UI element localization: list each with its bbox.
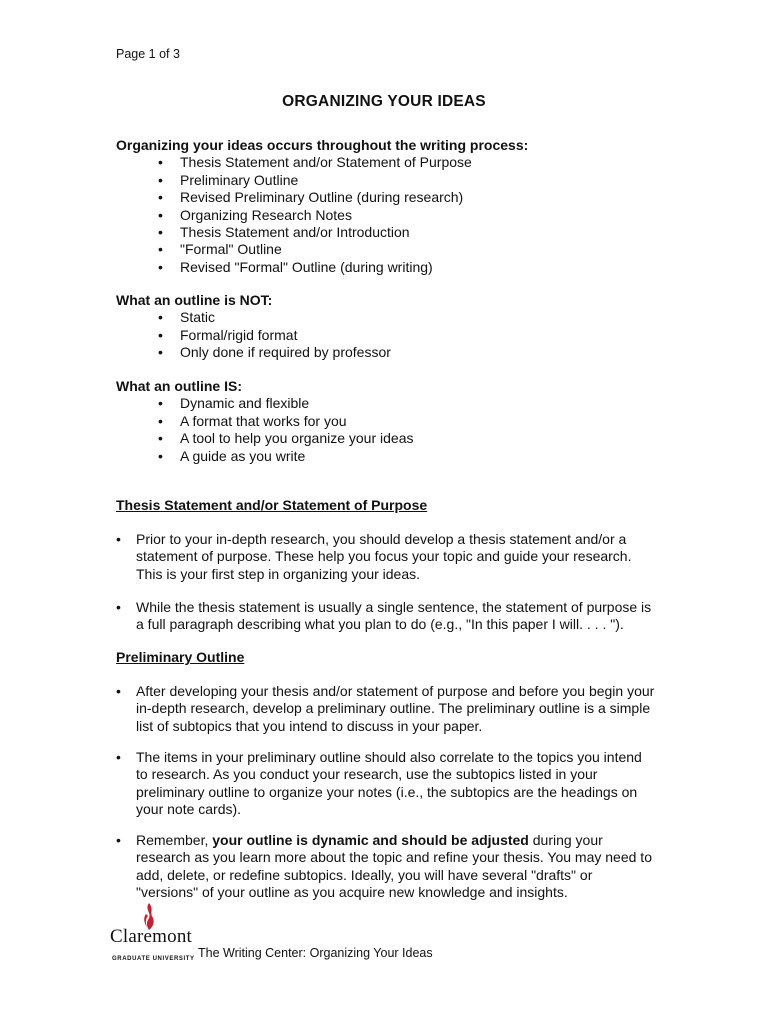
not-list [116,309,656,361]
bullet-glyph: • [116,749,121,765]
paragraph-text: Prior to your in-depth research, you should develop a thesis statement and/or a statement of purpose. These help you focus your topic and guide your research. This is your first step in organizing your ideas. [136,531,632,582]
is-heading: What an outline IS: [116,378,242,394]
remember-suffix: during your research as you learn more about the topic and refine your thesis. You may need to add, delete, or redefine subtopics. Ideally, you will have several "drafts" or "versions" of your outline as you acquire new knowledge and insights. [136,832,652,901]
bullet-glyph: • [116,683,121,699]
paragraph-text: While the thesis statement is usually a single sentence, the statement of purpose is a full paragraph describing what you plan to do (e.g., "In this paper I will. . . . "). [136,599,652,633]
list-item: • A format that works for you [116,413,656,430]
paragraph-bullet [116,599,656,634]
intro-list [116,154,656,276]
list-item: • Organizing Research Notes [116,207,656,224]
list-item: • Only done if required by professor [116,344,656,361]
paragraph-text: After developing your thesis and/or statement of purpose and before you begin your in-depth research, develop a preliminary outline. The preliminary outline is a simple list of subtopics that you intend to discuss in your paper. [136,683,655,734]
document-title: ORGANIZING YOUR IDEAS [282,93,486,110]
remember-prefix: Remember, [136,832,213,848]
paragraph-bullet [116,683,656,735]
section-heading-outline: Preliminary Outline [116,649,245,665]
paragraph-bullet [116,531,656,583]
list-item: • A guide as you write [116,448,656,465]
paragraph-bullet [116,832,656,902]
footer-text: The Writing Center: Organizing Your Ideas [198,946,433,960]
section-heading-thesis: Thesis Statement and/or Statement of Purpose [116,497,428,513]
logo-subtitle: GRADUATE UNIVERSITY [112,956,195,962]
list-item: • Formal/rigid format [116,327,656,344]
intro-block [116,137,656,276]
list-item: • Thesis Statement and/or Statement of Purpose [116,154,656,171]
is-list [116,395,656,465]
list-item: • A tool to help you organize your ideas [116,430,656,447]
paragraph-bullet [116,749,656,819]
logo-wordmark: Claremont [110,926,193,947]
list-item: • "Formal" Outline [116,241,656,258]
page-number: Page 1 of 3 [116,47,180,61]
list-item: • Preliminary Outline [116,172,656,189]
list-item: • Thesis Statement and/or Introduction [116,224,656,241]
list-item: • Revised "Formal" Outline (during writing) [116,259,656,276]
not-heading: What an outline is NOT: [116,292,273,308]
not-block [116,292,656,362]
is-block [116,378,656,465]
list-item: • Dynamic and flexible [116,395,656,412]
list-item: • Static [116,309,656,326]
bullet-glyph: • [116,599,121,615]
bullet-glyph: • [116,531,121,547]
intro-heading: Organizing your ideas occurs throughout the writing process: [116,137,529,153]
bullet-glyph: • [116,832,121,848]
paragraph-text-remember [136,832,656,902]
paragraph-text: The items in your preliminary outline should also correlate to the topics you intend to research. As you conduct your research, use the subtopics listed in your preliminary outline to organize your notes (i.e., the subtopics are the headings on your note cards). [136,749,642,818]
list-item: • Revised Preliminary Outline (during research) [116,189,656,206]
page-footer [110,902,510,962]
remember-emphasis: your outline is dynamic and should be adjusted [212,832,529,848]
